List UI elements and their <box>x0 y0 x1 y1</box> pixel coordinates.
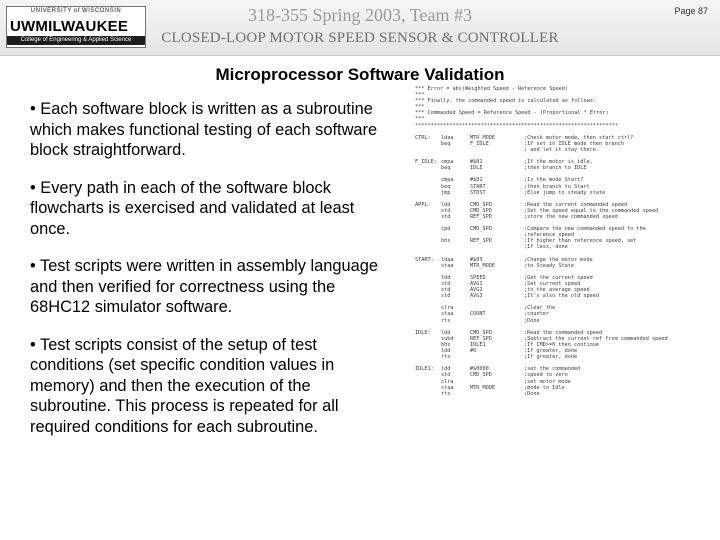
code-cmt: ;If greater, done <box>524 354 578 361</box>
code-arg: REF_SPD <box>470 213 492 220</box>
code-label: CTRL: <box>415 134 431 141</box>
code-cmt: ;Else jump to steady state <box>524 189 606 196</box>
code-arg: #$03 <box>470 256 483 263</box>
course-title: 318-355 Spring 2003, Team #3 <box>248 5 472 25</box>
code-cmt: ;Check motor mode, then start ctrl? <box>524 134 634 141</box>
code-op: std <box>441 287 451 294</box>
code-cmt: ;If greater, done <box>524 348 578 355</box>
code-cmt: ;If higher than reference speed, set <box>524 238 637 245</box>
code-arg: #$02 <box>470 177 483 184</box>
code-cmt: ;to Steady State <box>524 262 574 269</box>
code-op: beq <box>441 183 451 190</box>
code-op: ldd <box>441 274 451 281</box>
code-op: ldd <box>441 366 451 373</box>
code-arg: REF_SPD <box>470 335 492 342</box>
code-cmt: ;then branch to IDLE <box>524 165 587 172</box>
code-label: IDLE: <box>415 329 431 336</box>
code-cmt: ;Change the motor mode <box>524 256 593 263</box>
code-op: ldd <box>441 329 451 336</box>
code-cmt: ;Read the current commanded speed <box>524 201 628 208</box>
code-arg: REF_SPD <box>470 238 492 245</box>
code-op: rts <box>441 354 451 361</box>
bullet-list <box>30 99 390 454</box>
code-arg: IDLE <box>470 165 483 172</box>
code-op: std <box>441 281 451 287</box>
code-op: std <box>441 372 451 379</box>
code-cmt: ;then branch to Start <box>524 183 590 190</box>
code-cmt: ;counter <box>524 311 549 318</box>
code-cmt: ;Compare the new commanded speed to the <box>524 226 646 233</box>
code-arg: AVG1 <box>470 281 483 287</box>
code-cmt: ;store the new commanded speed <box>524 213 618 220</box>
code-op: cmpa <box>441 177 454 184</box>
code-arg: START <box>470 183 486 190</box>
code-cmt: ;reference speed <box>524 232 574 239</box>
code-arg: STDST <box>470 189 486 196</box>
code-op: clra <box>441 378 454 385</box>
logo-top-text: UNIVERSITY of WISCONSIN <box>30 8 122 14</box>
code-cmt: ;Set current speed <box>524 281 581 287</box>
code-op: ldaa <box>441 134 454 141</box>
bullet-item: • Each software block is written as a subroutine which makes functional testing of each software block straightforward. <box>30 100 378 159</box>
bullet-item: • Every path in each of the software block flowcharts is exercised and validated at least once. <box>30 178 355 238</box>
code-arg: CMD_SPD <box>470 226 492 233</box>
code-comment-text: ***************************************************************** <box>415 122 619 129</box>
code-label: F_IDLE: <box>415 159 437 166</box>
code-op: cpd <box>441 226 451 233</box>
logo-sub-text: College of Engineering & Applied Science <box>7 36 145 45</box>
code-arg: SPEED <box>470 274 486 281</box>
logo-main-text: UWMILWAUKEE <box>10 18 129 35</box>
code-cmt: ;Is the mode Start? <box>524 177 584 184</box>
code-arg: CMD_SPD <box>470 201 492 208</box>
code-op: std <box>441 207 451 214</box>
code-op: beq <box>441 165 451 172</box>
code-op: ldd <box>441 348 451 355</box>
code-arg: #$01 <box>470 159 483 166</box>
code-cmt: ;mode to Idle <box>524 384 565 391</box>
code-arg: AVG3 <box>470 293 483 300</box>
code-label: APPL: <box>415 201 431 208</box>
code-op: subd <box>441 335 454 342</box>
code-cmt: ;Done <box>524 390 540 397</box>
code-cmt: ;If the motor is idle, <box>524 159 593 166</box>
code-cmt: ;to the average speed <box>524 287 590 294</box>
code-cmt: ;set motor mode <box>524 378 571 385</box>
code-arg: IDLE1 <box>470 341 486 348</box>
code-cmt: ;Subtract the current ref from commanded speed <box>524 335 668 342</box>
code-arg: #$0000 <box>470 366 489 373</box>
code-op: bhs <box>441 341 451 348</box>
code-arg: AVG2 <box>470 287 483 294</box>
header-band <box>0 0 720 56</box>
code-op: ldaa <box>441 256 454 263</box>
code-cmt: ;Clear the <box>524 305 556 312</box>
code-cmt: ;If CMD>=0 then continue <box>524 341 599 348</box>
code-line <box>415 391 705 397</box>
code-arg: CMD_SPD <box>470 207 492 214</box>
bullet-item: • Test scripts were written in assembly language and then verified for correctness using the 68HC12 simulator software. <box>30 257 378 316</box>
code-comment-text: *** Error = abs(Weighted Speed - Reference Speed) <box>415 86 569 92</box>
code-label: START: <box>415 256 434 263</box>
project-subtitle: CLOSED-LOOP MOTOR SPEED SENSOR & CONTROLLER <box>161 30 559 46</box>
page-number: Page 87 <box>674 6 708 16</box>
slide-title: Microprocessor Software Validation <box>215 65 505 84</box>
code-arg: MTR_MODE <box>470 134 495 141</box>
code-op: ldd <box>441 201 451 208</box>
code-op: beq <box>441 140 451 147</box>
code-cmt: ;If less, done <box>524 244 568 251</box>
code-op: bhs <box>441 238 451 245</box>
code-op: staa <box>441 262 454 269</box>
code-op: clra <box>441 305 454 312</box>
code-cmt: ; and let it stay there. <box>524 146 599 153</box>
code-op: std <box>441 213 451 220</box>
code-arg: CMD_SPD <box>470 372 492 379</box>
code-arg: MTR_MODE <box>470 384 495 391</box>
code-cmt: ;If set in IDLE mode then branch <box>524 140 624 147</box>
code-op: jmp <box>441 189 451 196</box>
code-op: rts <box>441 390 451 397</box>
code-arg: F_IDLE <box>470 140 489 147</box>
code-comment-text: *** <box>415 104 425 111</box>
code-label: IDLE1: <box>415 366 434 373</box>
code-comment-text: *** <box>415 92 425 99</box>
assembly-code-listing <box>415 86 705 536</box>
code-comment-text: *** Commanded Speed = Reference Speed - (Proportional * Error) <box>415 110 609 117</box>
code-arg: COUNT <box>470 311 486 318</box>
code-op: rts <box>441 317 451 324</box>
code-op: staa <box>441 311 454 318</box>
code-cmt: ;set the commanded <box>524 366 581 373</box>
code-cmt: ;It's also the old speed <box>524 293 599 300</box>
code-cmt: ;Set the speed equal to the commanded speed <box>524 207 659 214</box>
code-cmt: ;speed to zero <box>524 372 568 379</box>
code-arg: #0 <box>470 348 477 355</box>
code-op: std <box>441 293 451 300</box>
code-op: staa <box>441 384 454 391</box>
code-arg: MTR_MODE <box>470 262 495 269</box>
bullet-item: • Test scripts consist of the setup of test conditions (set specific condition values in memory) and then the execution of the subroutine. This process is repeated for all required conditions for each subroutine. <box>30 335 339 436</box>
code-comment-text: *** <box>415 116 425 123</box>
code-comment-text: *** Finally, the commanded speed is calculated as follows: <box>415 98 597 105</box>
code-arg: CMD_SPD <box>470 329 492 336</box>
code-cmt: ;Done <box>524 317 540 324</box>
code-cmt: ;Get the current speed <box>524 274 593 281</box>
code-cmt: ;Read the commanded speed <box>524 329 603 336</box>
code-op: cmpa <box>441 159 454 166</box>
